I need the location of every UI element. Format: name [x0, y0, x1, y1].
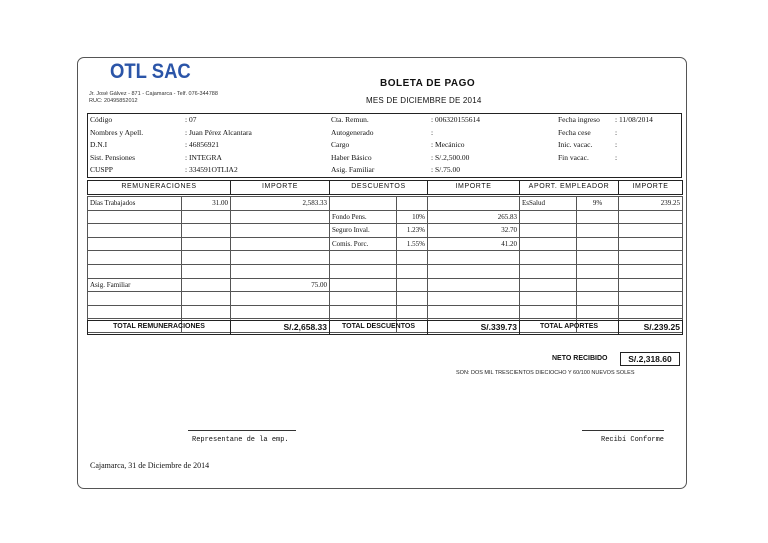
total-aportes-label: TOTAL APORTES — [520, 321, 619, 335]
info-value: : — [615, 127, 618, 137]
table-row — [88, 305, 683, 319]
signature-line-right — [582, 430, 664, 431]
table-cell — [428, 292, 520, 306]
header-importe: IMPORTE — [619, 181, 683, 195]
table-cell: 31.00 — [182, 197, 231, 211]
document-period: MES DE DICIEMBRE DE 2014 — [366, 96, 482, 105]
info-value: : 11/08/2014 — [615, 115, 653, 124]
amount-in-words: SON: DOS MIL TRESCIENTOS DIECIOCHO Y 60/100 NUEVOS SOLES — [456, 370, 635, 376]
neto-label: NETO RECIBIDO — [552, 355, 608, 362]
table-cell — [428, 278, 520, 292]
table-cell — [182, 237, 231, 251]
company-logo: OTL SAC — [110, 60, 191, 83]
info-value: : S/.2,500.00 — [431, 152, 470, 162]
table-cell — [397, 278, 428, 292]
table-cell — [577, 251, 619, 265]
info-left-labels — [90, 114, 143, 177]
table-cell — [182, 264, 231, 278]
info-value: : 07 — [185, 115, 197, 124]
info-value: : Mecánico — [431, 140, 465, 150]
info-value: : 334591OTLIA2 — [185, 165, 238, 175]
table-cell: 75.00 — [231, 278, 330, 292]
table-cell — [231, 224, 330, 238]
table-cell — [577, 278, 619, 292]
table-cell — [330, 305, 397, 319]
table-cell: 9% — [577, 197, 619, 211]
info-label: Fin vacac. — [558, 152, 589, 162]
table-cell — [577, 264, 619, 278]
table-row — [88, 210, 683, 224]
info-label: CUSPP — [90, 165, 113, 175]
table-row — [88, 251, 683, 265]
table-cell — [182, 278, 231, 292]
table-cell — [330, 278, 397, 292]
table-cell — [397, 251, 428, 265]
table-cell — [397, 197, 428, 211]
info-value: : INTEGRA — [185, 152, 222, 162]
table-cell — [520, 251, 577, 265]
table-cell: EsSalud — [520, 197, 577, 211]
info-label: Fecha cese — [558, 127, 591, 137]
table-cell — [330, 264, 397, 278]
table-cell — [231, 237, 330, 251]
table-cell — [88, 210, 182, 224]
table-cell: 32.70 — [428, 224, 520, 238]
info-right-values — [615, 114, 653, 164]
table-cell — [88, 305, 182, 319]
neto-value: S/.2,318.60 — [620, 352, 680, 366]
table-cell — [619, 278, 683, 292]
total-remuneraciones-value: S/.2,658.33 — [231, 321, 330, 335]
signature-label-employer: Representane de la emp. — [192, 436, 289, 444]
table-cell: 1.23% — [397, 224, 428, 238]
total-descuentos-value: S/.339.73 — [428, 321, 520, 335]
info-label: Fecha ingreso — [558, 115, 600, 124]
table-cell — [619, 210, 683, 224]
table-cell — [182, 305, 231, 319]
table-cell — [428, 251, 520, 265]
company-address — [89, 91, 218, 105]
header-descuentos: DESCUENTOS — [330, 181, 428, 195]
table-cell: Seguro Inval. — [330, 224, 397, 238]
total-remuneraciones-label: TOTAL REMUNERACIONES — [88, 321, 231, 335]
info-middle-labels — [331, 114, 374, 177]
table-cell — [182, 292, 231, 306]
signature-label-employee: Recibí Conforme — [601, 436, 665, 444]
table-cell — [619, 292, 683, 306]
table-cell — [231, 210, 330, 224]
table-cell — [428, 197, 520, 211]
table-cell — [520, 237, 577, 251]
table-cell — [577, 224, 619, 238]
info-label: Cargo — [331, 140, 350, 150]
info-label: Nombres y Apell. — [90, 127, 144, 137]
table-cell — [619, 251, 683, 265]
header-aport-empleador: APORT. EMPLEADOR — [520, 181, 619, 195]
info-label: Haber Básico — [331, 152, 372, 162]
table-cell — [397, 292, 428, 306]
table-cell — [231, 292, 330, 306]
table-cell — [520, 264, 577, 278]
table-row — [88, 264, 683, 278]
table-row — [88, 224, 683, 238]
info-label: D.N.I — [90, 140, 108, 150]
table-row — [88, 292, 683, 306]
table-cell — [520, 210, 577, 224]
info-value: : 46856921 — [185, 140, 219, 150]
table-cell — [231, 251, 330, 265]
info-value: : S/.75.00 — [431, 165, 460, 175]
table-cell — [577, 237, 619, 251]
table-cell — [231, 305, 330, 319]
table-row — [88, 197, 683, 211]
info-label: Cta. Remun. — [331, 115, 369, 124]
table-cell — [520, 305, 577, 319]
table-cell: Comis. Porc. — [330, 237, 397, 251]
table-cell — [88, 224, 182, 238]
info-label: Asig. Familiar — [331, 165, 375, 175]
info-label: Código — [90, 115, 113, 124]
table-cell: 2,583.33 — [231, 197, 330, 211]
info-right-labels — [558, 114, 600, 164]
info-label: Sist. Pensiones — [90, 152, 136, 162]
table-cell: 239.25 — [619, 197, 683, 211]
total-aportes-value: S/.239.25 — [619, 321, 683, 335]
employee-info-box — [87, 113, 682, 178]
place-and-date: Cajamarca, 31 de Diciembre de 2014 — [90, 461, 210, 470]
table-cell — [182, 210, 231, 224]
table-cell — [619, 305, 683, 319]
table-cell — [231, 264, 330, 278]
info-value: : — [615, 152, 618, 162]
signature-line-left — [188, 430, 296, 431]
table-row — [88, 237, 683, 251]
header-remuneraciones: REMUNERACIONES — [88, 181, 231, 195]
table-cell — [619, 264, 683, 278]
info-value: : — [431, 127, 434, 137]
header-importe: IMPORTE — [231, 181, 330, 195]
info-value: : 006320155614 — [431, 115, 480, 124]
table-cell — [428, 264, 520, 278]
document-title: BOLETA DE PAGO — [380, 78, 476, 89]
company-ruc: RUC: 20495852012 — [89, 98, 138, 104]
table-cell — [330, 197, 397, 211]
info-value: : Juan Pérez Alcantara — [185, 127, 252, 137]
info-middle-values — [431, 114, 480, 177]
table-cell: 10% — [397, 210, 428, 224]
table-cell — [619, 237, 683, 251]
total-descuentos-label: TOTAL DESCUENTOS — [330, 321, 428, 335]
table-cell — [619, 224, 683, 238]
table-cell: 41.20 — [428, 237, 520, 251]
table-cell — [397, 305, 428, 319]
header-importe: IMPORTE — [428, 181, 520, 195]
table-cell — [88, 292, 182, 306]
table-cell — [330, 292, 397, 306]
info-label: Inic. vacac. — [558, 140, 593, 150]
table-cell — [577, 292, 619, 306]
table-cell — [577, 305, 619, 319]
table-cell — [88, 251, 182, 265]
table-cell — [88, 264, 182, 278]
table-cell — [520, 292, 577, 306]
info-left-values — [185, 114, 252, 177]
table-cell — [88, 237, 182, 251]
table-cell — [428, 305, 520, 319]
table-cell — [397, 264, 428, 278]
table-cell: Días Trabajados — [88, 197, 182, 211]
payslip-detail-table — [87, 196, 683, 333]
table-cell: 1.55% — [397, 237, 428, 251]
table-cell — [182, 224, 231, 238]
table-cell: Asig. Familiar — [88, 278, 182, 292]
table-cell — [520, 278, 577, 292]
info-label: Autogenerado — [331, 127, 374, 137]
payslip-header-row — [87, 180, 683, 195]
totals-row — [87, 320, 683, 335]
table-cell: Fondo Pens. — [330, 210, 397, 224]
table-cell — [577, 210, 619, 224]
table-cell — [330, 251, 397, 265]
info-value: : — [615, 140, 618, 150]
table-cell: 265.83 — [428, 210, 520, 224]
table-cell — [182, 251, 231, 265]
table-row — [88, 278, 683, 292]
table-cell — [520, 224, 577, 238]
company-address-line: Jr. José Gálvez - 871 - Cajamarca - Telf. 076-344788 — [89, 91, 218, 97]
